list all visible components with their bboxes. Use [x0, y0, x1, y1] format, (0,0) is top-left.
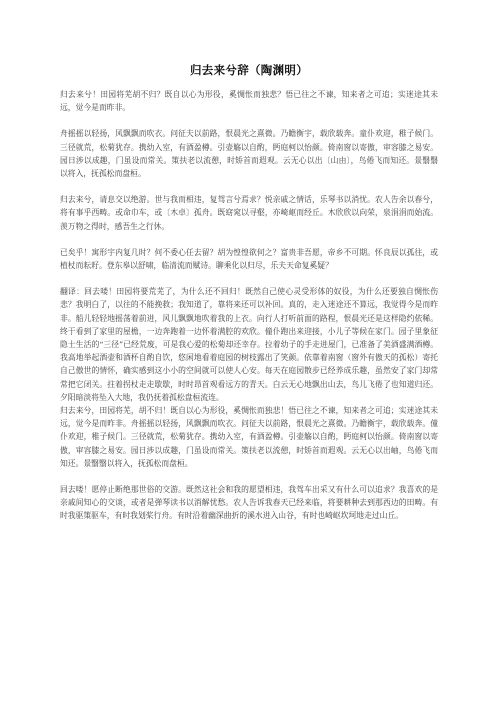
document-title: 归去来兮辞（陶渊明）	[190, 63, 308, 77]
paragraph-original-repeat: 归去来兮，田园将芜，胡不归！既自以心为形役，奚惆怅而独悲！悟已往之不谏，知来者之可追；实迷途其未远，觉今是而昨非。舟摇摇以轻扬，风飘飘而吹衣。问征夫以前路，恨晨光之熹微。乃瞻衡宇，载欣载奔。僮仆欢迎，稚子候门。三径就荒，松菊犹存。携幼入室，有酒盈樽。引壶觞以自酌，眄庭柯以怡颜。倚南窗以寄傲，审容膝之易安。园日涉以成趣，门虽设而常关。策扶老以流憩，时矫首而遐观。云无心以出岫，鸟倦飞而知还。景翳翳以将入，抚孤松而盘桓。	[60, 406, 438, 468]
paragraph-1: 归去来兮！田园将芜胡不归？既自以心为形役，奚惆怅而独悲？悟已往之不谏，知来者之可追；实迷途其未远，觉今是而昨非。	[60, 90, 438, 113]
paragraph-translation-2: 回去喽！愿停止断绝那世俗的交游。既然这社会和我的愿望相违，我驾车出采又有什么可以追求？我喜欢的是亲戚间知心的交谈，或者是弹琴读书以消解忧愁。农人告诉我春天已经来临，将要耕种去到那西边的田畴。有时我驱策驱车，有时我划桨行舟。有时沿着幽深曲折的溪水进入山谷，有时也崎岖坎坷地走过山丘。	[60, 485, 438, 521]
paragraph-4: 已矣乎！寓形宇内复几时？何不委心任去留？胡为惶惶欲何之？富贵非吾愿，帝乡不可期。怀良辰以孤往，或植杖而耘耔。登东皋以舒啸，临清流而赋诗。聊乘化以归尽，乐夫天命复奚疑？	[60, 247, 438, 271]
document-page	[60, 62, 438, 536]
paragraph-3: 归去来兮，请息交以绝游。世与我而相违，复驾言兮焉求？悦亲戚之情话，乐琴书以消忧。农人告余以春兮，将有事乎西畴。或命巾车，或〔木卓〕孤舟。既窈窕以寻壑，亦崎岖而经丘。木欣欣以向荣，泉涓涓而始流。羡万物之得时，感吾生之行休。	[60, 195, 438, 231]
paragraph-translation: 翻译：回去喽！田园将要荒芜了，为什么还不回归！既然自己使心灵受形体的奴役，为什么还要独自惆怅伤悲？我明白了，以往的不能挽救；我知道了，靠将来还可以补回。真的，走入迷途还不算远，我觉得今是而昨非。船儿轻轻地摇荡着前进，风儿飘飘地吹着我的上衣。向行人打听前面的路程，恨晨光还是这样隐约依稀。终于看到了家里的屋檐，一边奔跑着一边怀着满腔的欢欣。僮仆跑出来迎接，小儿子等候在家门。园子里象征隐士生活的“三径”已经荒废，可是我心爱的松菊却还幸存。拉着幼子的手走进屋门，已准备了美酒盛满酒樽。我高地举起酒壶和酒杯自酌自饮，悠闲地看着庭园的树枝露出了笑颜。依靠着南窗（窗外有傲天的孤松）寄托自己傲世的情怀，确实感到这小小的空间就可以使人心安。每天在庭园散步已经养成乐趣，虽然安了家门却常常把它闭关。拄着拐杖走走歇歇，时时昂首观看远方的青天。白云无心地飘出山去，鸟儿飞倦了也知道归还。夕阳暗淡将坠入大地，我仍抚着孤松盘桓流连。	[60, 287, 438, 402]
paragraph-2: 舟摇摇以轻扬，风飘飘而吹衣。问征夫以前路，恨晨光之熹微。乃瞻衡宇，载欣载奔。童仆欢迎，稚子候门。三径就荒，松菊犹存。携幼入室，有酒盈樽。引壶觞以自酌，眄庭柯以怡颜。倚南窗以寄傲，审容膝之易安。园日涉以成趣，门虽设而常关。策扶老以流憩，时矫首而遐观。云无心以出〔山由〕，鸟倦飞而知还。景翳翳以将入，抚孤松而盘桓。	[60, 129, 438, 179]
